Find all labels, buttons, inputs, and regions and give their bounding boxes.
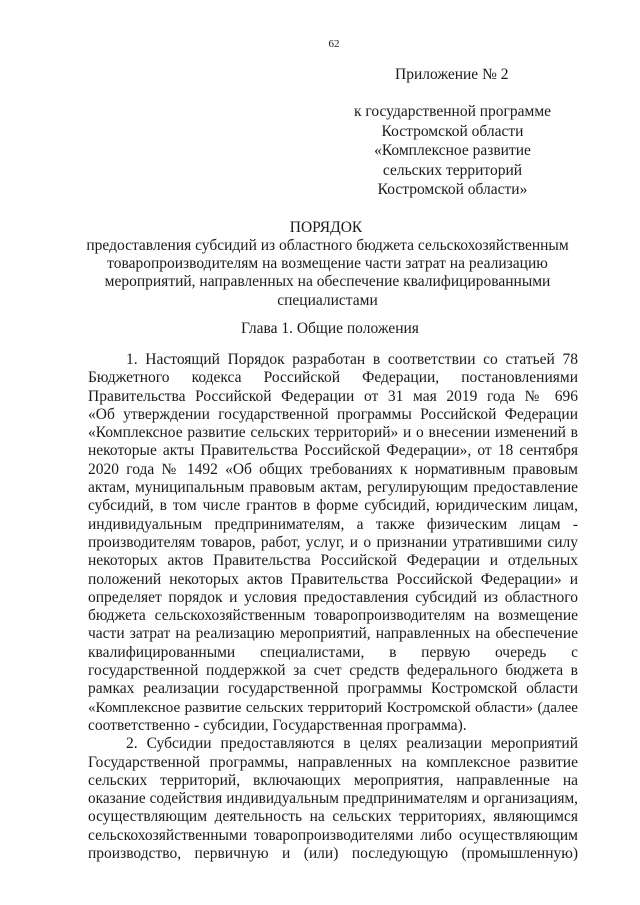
page-number: 62 (328, 38, 340, 50)
paragraph-line: определяет порядок и условия предоставления субсидий из областного (88, 588, 578, 606)
paragraph-line: субсидий, в том числе грантов в форме субсидий, юридическим лицам, (88, 497, 578, 515)
subtitle-line: товаропроизводителям на возмещение части затрат на реализацию (107, 255, 548, 273)
paragraph-line: некоторые акты Правительства Российской Федерации», от 18 сентября (88, 442, 578, 460)
appendix-ref-line: Костромской области» (377, 181, 528, 198)
paragraph-line: актам, муниципальным правовым актам, регулирующим предоставление (88, 479, 578, 497)
subtitle-line: специалистами (277, 291, 378, 309)
paragraph-line: Бюджетного кодекса Российской Федерации, постановлениями (88, 369, 578, 387)
appendix-ref-line: «Комплексное развитие (374, 142, 531, 159)
subtitle-line: предоставления субсидий из областного бюджета сельскохозяйственным (86, 237, 569, 254)
appendix-reference (340, 102, 565, 200)
paragraph-line: «Комплексное развитие сельских территорий» и о внесении изменений в (88, 424, 578, 442)
paragraph-line: рамках реализации государственной программы Костромской области (88, 680, 578, 698)
body-text (88, 351, 578, 863)
paragraph-2 (88, 735, 578, 863)
paragraph-line: «Комплексное развитие сельских территорий Костромской области» (далее (88, 699, 578, 716)
paragraph-line: производство, первичную и (или) последующую (промышленную) (88, 845, 578, 863)
subtitle-line: мероприятий, направленных на обеспечение квалифицированными (104, 273, 551, 291)
paragraph-line: 2020 года № 1492 «Об общих требованиях к нормативным правовым (88, 460, 578, 478)
paragraph-1 (88, 351, 578, 735)
paragraph-line: соответственно - субсидии, Государственная программа). (88, 716, 467, 734)
paragraph-line: положений некоторых актов Правительства Российской Федерации» и (88, 570, 578, 588)
paragraph-line: 2. Субсидии предоставляются в целях реализации мероприятий (126, 735, 578, 753)
appendix-title: Приложение № 2 (395, 66, 509, 83)
paragraph-line: Правительства Российской Федерации от 31 мая 2019 года № 696 (88, 387, 578, 405)
document-subtitle (80, 237, 575, 310)
paragraph-line: некоторых актов Правительства Российской Федерации и отдельных (88, 552, 578, 570)
paragraph-line: квалифицированными специалистами, в первую очередь с (88, 643, 578, 661)
paragraph-line: осуществляющим деятельность на сельских территориях, являющимся (88, 808, 578, 826)
paragraph-line: индивидуальным предпринимателям, а также физическим лицам - (88, 515, 578, 533)
paragraph-line: государственной поддержкой за счет средств федерального бюджета в (88, 662, 578, 680)
paragraph-line: части затрат на реализацию мероприятий, направленных на обеспечение (88, 625, 578, 643)
paragraph-line: сельских территорий, включающих мероприятия, направленные на (88, 771, 578, 789)
paragraph-line: производителям товаров, работ, услуг, и о признании утратившими силу (88, 533, 578, 551)
paragraph-line: бюджета сельскохозяйственным товаропроизводителям на возмещение (88, 607, 578, 625)
document-title: ПОРЯДОК (289, 219, 363, 236)
appendix-ref-line: Костромской области (381, 122, 524, 140)
chapter-heading: Глава 1. Общие положения (241, 320, 419, 337)
paragraph-line: оказание содействия индивидуальным предпринимателям и организациям, (88, 790, 578, 808)
paragraph-line: сельскохозяйственными товаропроизводителями либо осуществляющим (88, 826, 578, 844)
paragraph-line: 1. Настоящий Порядок разработан в соответствии со статьей 78 (126, 351, 578, 368)
appendix-ref-line: сельских территорий (382, 161, 523, 179)
paragraph-line: «Об утверждении государственной программы Российской Федерации (88, 405, 578, 423)
appendix-ref-line: к государственной программе (353, 103, 552, 120)
paragraph-line: Государственной программы, направленных на комплексное развитие (88, 753, 578, 771)
